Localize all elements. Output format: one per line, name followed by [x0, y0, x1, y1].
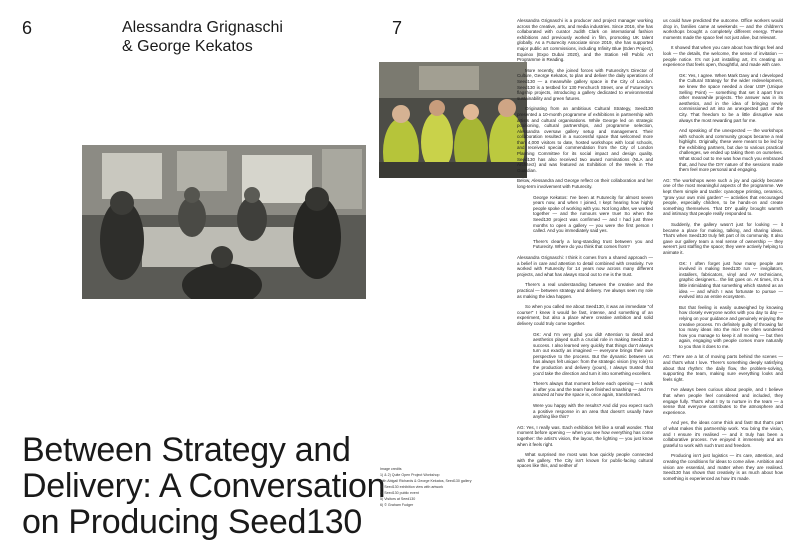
- paragraph: AG: Yes, I really was. Each exhibition felt like a small wonder. That moment before opening — when you see how everything has come together: the artist's vision, the layout, the lighting — you just know when it feels right.: [517, 424, 653, 447]
- paragraph: Alessandra Grignaschi is a producer and project manager working across the creative, arts, and media industries. Since 2016, she has collaborated with curator Judith Clark on international fashion exhibitions and previously worked in film, promoting UK talent globally. As a Futurecity Associate since 2019, she has supported major public art commissions, including Infinity Blue (Eden Project), Equinox (Expo Dubai 2020), and the Station Hill Public Art Programme in Reading.: [517, 18, 653, 63]
- paragraph: There's clearly a long-standing trust between you and Futurecity. Where do you think that comes from?: [533, 238, 653, 250]
- paragraph: AG: The workshops were such a joy and quickly became one of the most meaningful aspects of the programme. We kept them simple and tactile: cyanotype printing, ceramics, "grow your own mini garden" — activities that encouraged people, especially children, to be hands-on and create something themselves. That DIY quality brought warmth and intimacy that people really responded to.: [663, 177, 783, 217]
- paragraph: But that feeling is easily outweighed by knowing how closely everyone works with you day to day — relying on your guidance and genuinely enjoying the creative process. I'm definitely guilty of throwing far too many ideas into the mix! I've often wondered how you manage to keep it all moving — but then again, engaging with people comes more naturally to you than it does to me.: [679, 304, 783, 349]
- paragraph: Were you happy with the results? And did you expect such a positive response in an area that doesn't usually have anything like this?: [533, 403, 653, 420]
- paragraph: Producing isn't just logistics — it's care, attention, and creating the conditions for ideas to come alive. Ambition and vision are essential, and matter when they are realised. Seed130 has shown that creativity is as much about how something is experienced as how it's made.: [663, 453, 783, 481]
- author-names: [122, 18, 283, 56]
- headline-line-2: Delivery: A Conversation: [22, 467, 386, 505]
- image-credits: [380, 467, 500, 509]
- headline-line-1: Between Strategy and: [22, 431, 351, 469]
- paragraph: us could have predicted the outcome. Office workers would drop in, families came at weekends — and the children's workshops brought a completely different energy. These moments made the space feel not just alive, but relevant.: [663, 18, 783, 40]
- paragraph: And yes, the ideas come thick and fast! But that's part of what makes this partnership work. You bring the vision, and I ensure it's realised — and it truly has been a collaborative process. I've enjoyed it immensely and am grateful to work with such trust and freedom.: [663, 420, 783, 448]
- credit-line: with Abigail Richards & George Kekatos, Seed130 gallery: [380, 479, 472, 483]
- body-column-1: [517, 18, 653, 518]
- credit-line: 6) © Graham Fudger: [380, 503, 414, 507]
- credits-label: Image credits: [380, 467, 402, 471]
- body-column-2: [663, 18, 783, 518]
- paragraph: Below, Alessandra and George reflect on their collaboration and her long-term involvement with Futurecity.: [517, 178, 653, 190]
- page-number-right: 7: [392, 18, 403, 38]
- paragraph: GK: I often forget just how many people are involved in making Seed130 run — invigilators, installers, fabricators, vinyl and AV technicians, graphic designers... the list goes on. At times, it's a little intimidating that something which started as an idea — and which I was fortunate to pursue — evolved into an entire ecosystem.: [679, 260, 783, 300]
- paragraph: Suddenly, the gallery wasn't just for looking — it became a place for making, talking, and sharing ideas. That's when Seed130 truly felt part of its community. It also gave our gallery team a real sense of ownership — they weren't just staffing the space; they were actively helping to animate it.: [663, 222, 783, 255]
- paragraph: It showed that when you care about how things feel and look — the details, the welcome, the sense of invitation — people notice. It's not just installing art, it's creating an experience that feels open, thoughtful, and made with care.: [663, 45, 783, 68]
- paragraph: There's a real understanding between the creative and the practical — between strategy and delivery. I've always seen my role as making the idea happen.: [517, 282, 653, 299]
- workers-photo-right: [379, 62, 527, 178]
- page-number-left: 6: [22, 18, 33, 38]
- paragraph: GK: Yes, I agree. When Mark Davy and I developed the Cultural Strategy for the wider redevelopment, we knew the space needed a clear USP (Unique Selling Point) — something that set it apart from other meanwhile projects. The answer was in its aesthetics, and in the idea of bringing newly commissioned art into an unexpected part of the City. That freedom to be a little disruptive was always the most rewarding part for me.: [679, 72, 783, 123]
- author-line-1: Alessandra Grignaschi: [122, 19, 283, 36]
- paragraph: George Kekatos: I've been at Futurecity for almost seven years now, and when I joined, I kept hearing how highly people spoke of working with you. Not long after, we worked together — and the rumours were true! So when the Seed130 project was confirmed — and I had just three months to open a gallery — you were the first person I called. And you immediately said yes.: [533, 194, 653, 234]
- paragraph: So when you called me about Seed130, it was an immediate "of course!" I knew it would be fast, intense, and something of an experiment, but also a place where creative ambition and solid delivery could truly come together.: [517, 304, 653, 326]
- paragraph: I've always been curious about people, and I believe that when people feel considered and included, they engage fully. That's what I try to nurture in the team — a sense that everyone contributes to the atmosphere and experience.: [663, 387, 783, 415]
- credit-line: 5) Visitors at Seed130: [380, 497, 416, 501]
- paragraph: There's always that moment before each opening — I walk in after you and the team have finished smashing — and I'm amazed at how the space is, once again, transformed.: [533, 381, 653, 398]
- author-line-2: & George Kekatos: [122, 38, 253, 55]
- paragraph: AG: There are a lot of moving parts behind the scenes — and that's what I love. There's something deeply satisfying about that rhythm: the daily flow, the problem-solving, supporting the team, making sure everything looks and feels right.: [663, 354, 783, 382]
- paragraph: GK: And I'm very glad you did! Attention to detail and aesthetics played such a crucial role in making Seed130 a success. I also learned very quickly that things don't always turn out exactly as imagined — everyone brings their own perspective to the process. But the dynamic between us has always felt unique: from the strategic vision (my role) to the production and delivery (yours), I always trusted that you'd take the direction and turn it into something excellent.: [533, 331, 653, 376]
- credit-line: 4) Seed130 public event: [380, 491, 419, 495]
- paragraph: Originating from an ambitious Cultural Strategy, Seed130 presented a 10-month programme of exhibitions in partnership with artists and cultural organisations. While George led on strategic positioning, cultural partnerships, and programme selection, Alessandra oversaw gallery setup and management. Their collaboration resulted in a successful space that welcomed more than 4,000 visitors to date, hosted workshops with local schools, and received special commendation from the City of London Planning Committee for its social impact and design quality. Seed130 has also received two award nominations (NLA and Architect) and was featured as Exhibition of the Week in The Guardian.: [517, 106, 653, 173]
- credit-line: 1) & 2) Quite Open Project Workshop: [380, 473, 440, 477]
- article-headline: [22, 432, 385, 540]
- credit-line: 3) Seed130 exhibition view with artwork: [380, 485, 444, 489]
- headline-line-3: on Producing Seed130: [22, 503, 362, 541]
- paragraph: Alessandra Grignaschi: I think it comes from a shared approach — a belief in care and attention to detail combined with creativity. I've worked with Futurecity for 14 years now across many different projects, and what has always stood out to me is the trust.: [517, 254, 653, 277]
- paragraph: And speaking of the unexpected — the workshops with schools and community groups became a real highlight. Originally, these were meant to be led by the exhibiting partners, but due to various practical challenges, we ended up taking them on ourselves. What stood out to me was how much you embraced that, and how the DIY nature of the sessions made them feel more personal and engaging.: [679, 128, 783, 173]
- paragraph: What surprised me most was how quickly people connected with the gallery. The City isn't known for public-facing cultural spaces like this, and neither of: [517, 452, 653, 469]
- paragraph: More recently, she joined forces with Futurecity's Director of Culture, George Kekatos, to plan and deliver the daily operations of Seed130 — a meanwhile gallery space in the City of London. Seed130 is a testbed for 130 Fenchurch Street, one of Futurecity's flagship projects, introducing a gallery dedicated to environmental sustainability and green futures.: [517, 67, 653, 101]
- workshop-photo-left: [82, 145, 366, 299]
